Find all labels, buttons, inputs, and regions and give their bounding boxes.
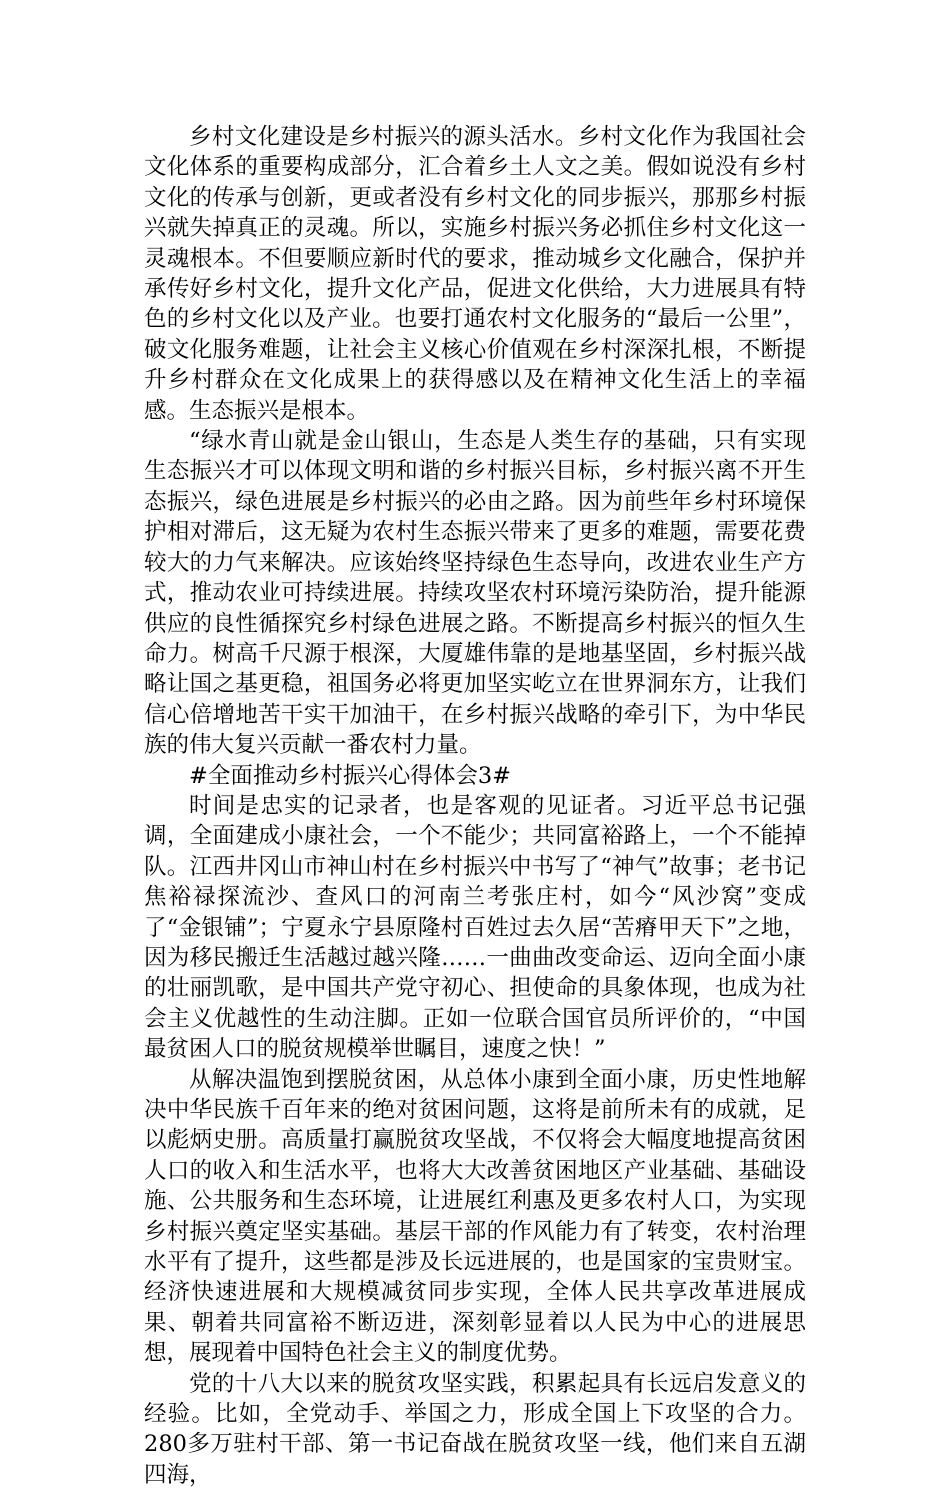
document-body — [144, 122, 806, 1490]
paragraph-ecological-revival: “绿水青山就是金山银山，生态是人类生存的基础，只有实现生态振兴才可以体现文明和谐的乡村振兴目标，乡村振兴离不开生态振兴，绿色进展是乡村振兴的必由之路。因为前些年乡村环境保护相对滞后，这无疑为农村生态振兴带来了更多的难题，需要花费较大的力气来解决。应该始终坚持绿色生态导向，改进农业生产方式，推动农业可持续进展。持续攻坚农村环境污染防治，提升能源供应的良性循探究乡村绿色进展之路。不断提高乡村振兴的恒久生命力。树高千尺源于根深，大厦雄伟靠的是地基坚固，乡村振兴战略让国之基更稳，祖国务必将更加坚实屹立在世界洞东方，让我们信心倍增地苦干实干加油干，在乡村振兴战略的牵引下，为中华民族的伟大复兴贡献一番农村力量。 — [144, 428, 806, 759]
paragraph-poverty-alleviation: 从解决温饱到摆脱贫困，从总体小康到全面小康，历史性地解决中华民族千百年来的绝对贫困问题，这将是前所未有的成就，足以彪炳史册。高质量打赢脱贫攻坚战，不仅将会大幅度地提高贫困人口的收入和生活水平，也将大大改善贫困地区产业基础、基础设施、公共服务和生态环境，让进展红利惠及更多农村人口，为实现乡村振兴奠定坚实基础。基层干部的作风能力有了转变，农村治理水平有了提升，这些都是涉及长远进展的，也是国家的宝贵财宝。经济快速进展和大规模减贫同步实现，全体人民共享改革进展成果、朝着共同富裕不断迈进，深刻彰显着以人民为中心的进展思想，展现着中国特色社会主义的制度优势。 — [144, 1066, 806, 1367]
paragraph-time-witness: 时间是忠实的记录者，也是客观的见证者。习近平总书记强调，全面建成小康社会，一个不能少；共同富裕路上，一个不能掉队。江西井冈山市神山村在乡村振兴中书写了“神气”故事；老书记焦裕禄探流沙、查风口的河南兰考张庄村，如今“风沙窝”变成了“金银铺”；宁夏永宁县原隆村百姓过去久居“苦瘠甲天下”之地，因为移民搬迁生活越过越兴隆……一曲曲改变命运、迈向全面小康的壮丽凯歌，是中国共产党守初心、担使命的具象体现，也成为社会主义优越性的生动注脚。正如一位联合国官员所评价的，“中国最贫困人口的脱贫规模举世瞩目，速度之快！” — [144, 792, 806, 1063]
paragraph-rural-culture: 乡村文化建设是乡村振兴的源头活水。乡村文化作为我国社会文化体系的重要构成部分，汇合着乡土人文之美。假如说没有乡村文化的传承与创新，更或者没有乡村文化的同步振兴，那那乡村振兴就失掉真正的灵魂。所以，实施乡村振兴务必抓住乡村文化这一灵魂根本。不但要顺应新时代的要求，推动城乡文化融合，保护并承传好乡村文化，提升文化产品，促进文化供给，大力进展具有特色的乡村文化以及产业。也要打通农村文化服务的“最后一公里”，破文化服务难题，让社会主义核心价值观在乡村深深扎根，不断提升乡村群众在文化成果上的获得感以及在精神文化生活上的幸福感。生态振兴是根本。 — [144, 124, 806, 424]
section-heading: #全面推动乡村振兴心得体会3# — [189, 762, 512, 789]
paragraph-party-experience: 党的十八大以来的脱贫攻坚实践，积累起具有长远启发意义的经验。比如，全党动手、举国之力，形成全国上下攻坚的合力。280多万驻村干部、第一书记奋战在脱贫攻坚一线，他们来自五湖四海， — [144, 1370, 806, 1488]
